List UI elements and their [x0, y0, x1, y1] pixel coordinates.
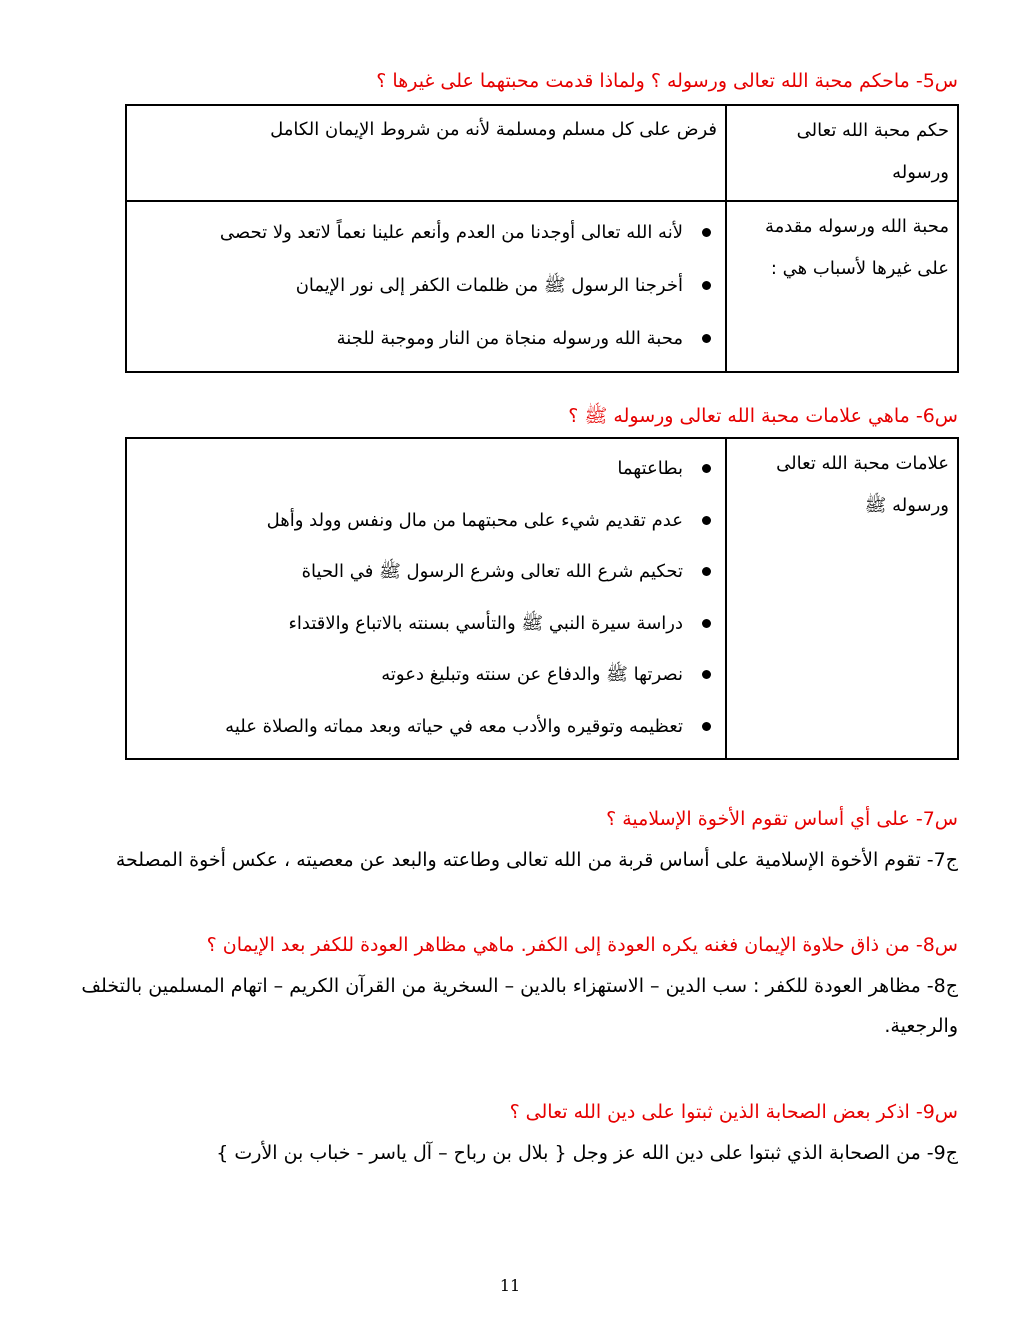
- list-item: تحكيم شرع الله تعالى وشرع الرسول ﷺ في الحياة: [135, 546, 717, 598]
- bullet-icon: [702, 619, 711, 628]
- q5-reasons-list: [135, 206, 717, 365]
- q6-signs-cell: [126, 438, 726, 759]
- q5-row-reasons: [126, 201, 958, 372]
- q5-ruling-text: فرض على كل مسلم ومسلمة لأنه من شروط الإيمان الكامل: [126, 105, 726, 201]
- bullet-icon: [702, 567, 711, 576]
- question-7: س7- على أي أساس تقوم الأخوة الإسلامية ؟: [606, 808, 958, 830]
- question-6: س6- ماهي علامات محبة الله تعالى ورسوله ﷺ ؟: [568, 405, 958, 427]
- bullet-icon: [702, 464, 711, 473]
- q6-label: علامات محبة الله تعالى ورسوله ﷺ: [726, 438, 958, 759]
- bullet-icon: [702, 722, 711, 731]
- list-item: لأنه الله تعالى أوجدنا من العدم وأنعم علينا نعماً لاتعد ولا تحصى: [135, 206, 717, 259]
- question-8: س8- من ذاق حلاوة الإيمان فغنه يكره العودة إلى الكفر. ماهي مظاهر العودة للكفر بعد الإيمان ؟: [206, 934, 958, 956]
- list-item: عدم تقديم شيء على محبتهما من مال ونفس وولد وأهل: [135, 495, 717, 547]
- q5-reasons-label: محبة الله ورسوله مقدمة على غيرها لأسباب هي :: [726, 201, 958, 372]
- list-item: محبة الله ورسوله منجاة من النار وموجبة للجنة: [135, 312, 717, 365]
- bullet-icon: [702, 516, 711, 525]
- q6-signs-list: [135, 443, 717, 752]
- q5-reasons-cell: [126, 201, 726, 372]
- q6-row: [126, 438, 958, 759]
- answer-9: ج9- من الصحابة الذي ثبتوا على دين الله عز وجل { بلال بن رباح – آل ياسر - خباب بن الأرت }: [216, 1142, 958, 1164]
- bullet-icon: [702, 228, 711, 237]
- bullet-icon: [702, 670, 711, 679]
- list-item: تعظيمه وتوقيره والأدب معه في حياته وبعد مماته والصلاة عليه: [135, 701, 717, 753]
- page-number: 11: [499, 1276, 521, 1295]
- list-item: أخرجنا الرسول ﷺ من ظلمات الكفر إلى نور الإيمان: [135, 259, 717, 312]
- q5-ruling-label: حكم محبة الله تعالى ورسوله: [726, 105, 958, 201]
- answer-7: ج7- تقوم الأخوة الإسلامية على أساس قربة من الله تعالى وطاعته والبعد عن معصيته ، عكس أخوة المصلحة: [115, 849, 958, 871]
- bullet-icon: [702, 281, 711, 290]
- q5-table: [125, 104, 959, 373]
- bullet-icon: [702, 334, 711, 343]
- list-item: بطاعتهما: [135, 443, 717, 495]
- q5-row-ruling: [126, 105, 958, 201]
- q6-table: [125, 437, 959, 760]
- answer-8: ج8- مظاهر العودة للكفر : سب الدين – الاستهزاء بالدين – السخرية من القرآن الكريم – اتهام المسلمين بالتخلف والرجعية.: [81, 975, 958, 1037]
- list-item: نصرتها ﷺ والدفاع عن سنته وتبليغ دعوته: [135, 649, 717, 701]
- question-5: س5- ماحكم محبة الله تعالى ورسوله ؟ ولماذا قدمت محبتهما على غيرها ؟: [376, 70, 958, 92]
- question-9: س9- اذكر بعض الصحابة الذين ثبتوا على دين الله تعالى ؟: [509, 1101, 958, 1123]
- list-item: دراسة سيرة النبي ﷺ والتأسي بسنته بالاتباع والاقتداء: [135, 598, 717, 650]
